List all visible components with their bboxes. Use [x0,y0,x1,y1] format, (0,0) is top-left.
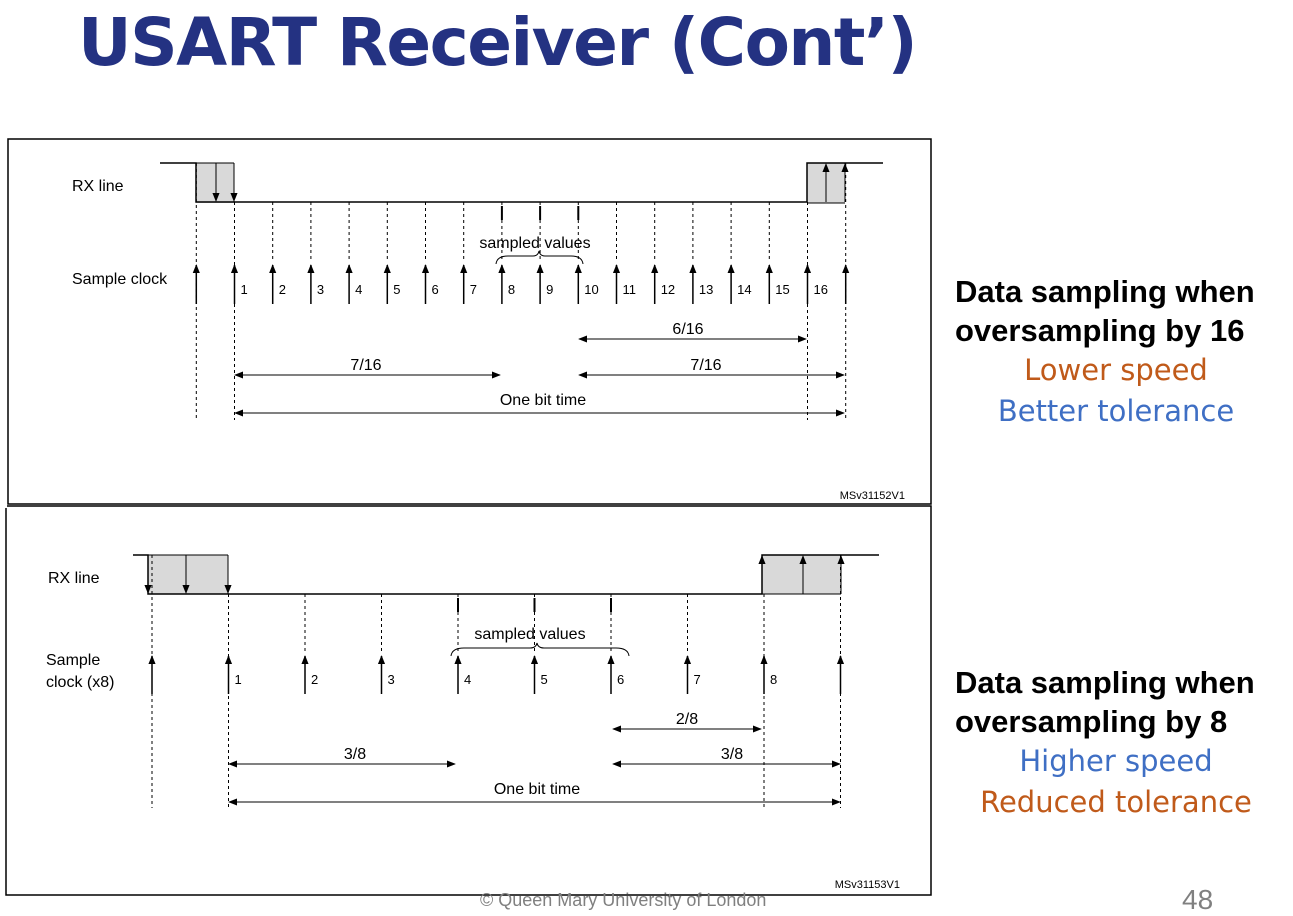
sampled-values-label-8: sampled values [474,626,586,643]
clock-tick-label: 6 [617,672,625,687]
clock-tick-label: 8 [507,282,516,297]
diagram-16-frame [8,139,931,504]
figure-code-8: MSv31153V1 [834,879,900,891]
clock-tick-label: 7 [469,282,477,297]
rx-waveform-16 [160,163,883,203]
slide-footer: © Queen Mary University of London [480,890,767,910]
side-16-heading-2: oversampling by 16 [955,313,1245,348]
clock-tick-label: 15 [775,282,790,297]
clock-tick-label: 6 [431,282,439,297]
clock-tick-label: 1 [234,672,242,687]
rx-line-label-16: RX line [72,178,124,195]
side-8-heading-2: oversampling by 8 [955,704,1228,739]
diagram-oversampling-8 [0,503,931,895]
clock-tick-label: 16 [813,282,828,297]
clock-tick-label: 8 [770,672,778,687]
clock-tick-label: 4 [355,282,363,297]
dim-7-16-right: 7/16 [690,357,722,374]
rx-waveform-8 [133,555,879,594]
clock-tick-label: 1 [240,282,248,297]
page-number: 48 [1182,884,1214,915]
sample-clock-label-8a: Sample [46,652,101,669]
diagram-oversampling-16 [8,139,931,504]
clock-tick-label: 3 [316,282,325,297]
dim-7-16-left: 7/16 [350,357,382,374]
clock-tick-label: 5 [393,282,401,297]
dim-2-8: 2/8 [675,711,699,728]
clock-tick-label: 14 [737,282,752,297]
sample-clock-8 [152,555,841,808]
sampled-values-brace-8 [451,643,629,656]
sample-clock-label-8b: clock (x8) [46,674,115,691]
side-note-8 [955,663,1285,823]
one-bit-time-8: One bit time [493,781,581,798]
sampled-values-label-16: sampled values [479,235,591,252]
side-8-reduced-tolerance: Reduced tolerance [980,785,1252,819]
clock-tick-label: 11 [622,282,636,297]
clock-tick-label: 7 [693,672,701,687]
side-8-higher-speed: Higher speed [1019,744,1213,778]
side-16-heading-1: Data sampling when [955,274,1255,309]
figure-code-16: MSv31152V1 [839,490,905,502]
side-16-lower-speed: Lower speed [1024,353,1208,387]
side-16-better-tolerance: Better tolerance [997,394,1235,428]
slide-title: USART Receiver (Cont’) [78,4,917,81]
dim-3-8-right: 3/8 [720,746,744,763]
clock-tick-label: 3 [387,672,395,687]
clock-tick-label: 12 [660,282,676,297]
side-8-heading-1: Data sampling when [955,665,1255,700]
one-bit-time-16: One bit time [499,392,587,409]
clock-tick-label: 13 [698,282,714,297]
sample-clock-label-16: Sample clock [72,271,168,288]
side-note-16 [955,272,1285,432]
rx-line-label-8: RX line [48,570,100,587]
clock-tick-label: 4 [464,672,472,687]
clock-tick-label: 5 [540,672,548,687]
clock-tick-label: 9 [546,282,554,297]
dim-3-8-left: 3/8 [343,746,367,763]
clock-tick-label: 2 [278,282,286,297]
clock-tick-label: 10 [584,282,599,297]
clock-tick-label: 2 [311,672,319,687]
dim-6-16: 6/16 [672,321,704,338]
sampled-values-brace-16 [496,251,583,264]
